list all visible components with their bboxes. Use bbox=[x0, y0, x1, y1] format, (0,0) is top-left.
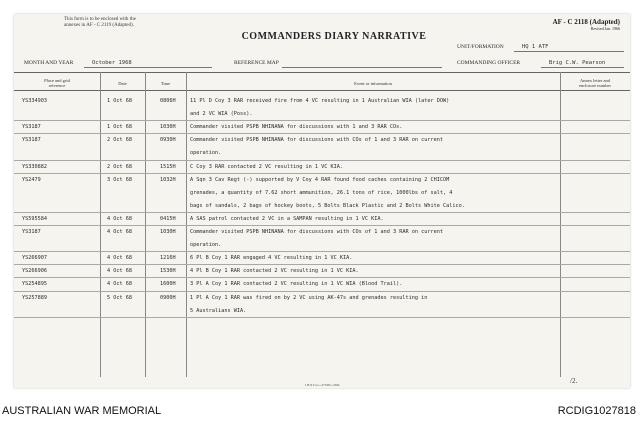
entry-place: YS3187 bbox=[22, 229, 41, 235]
row-rule bbox=[14, 225, 630, 226]
entry-time: 1030H bbox=[160, 229, 176, 235]
form-revised: Revised Jan. 1966 bbox=[590, 26, 620, 31]
entry-time: 0930H bbox=[160, 137, 176, 144]
form-code: AF - C 2118 (Adapted) bbox=[552, 18, 620, 26]
row-rule bbox=[14, 160, 630, 161]
entry-place: YS2479 bbox=[22, 176, 41, 183]
entry-event-line: 5 Australians WIA. bbox=[190, 307, 247, 314]
unit-label: UNIT/FORMATION bbox=[457, 44, 504, 50]
entry-event-line: grenades, a quantity of 7.62 short ammunition, 26.1 tons of rice, 1000lbs of salt, 4 bbox=[190, 189, 453, 196]
row-rule bbox=[14, 212, 630, 213]
entry-place: YS3187 bbox=[22, 124, 41, 131]
printer-line: 1 B P Cov--275/65--50m bbox=[304, 383, 340, 387]
co-underline bbox=[541, 67, 624, 68]
entry-place: YS334903 bbox=[22, 98, 47, 104]
colhead-date: Date bbox=[118, 81, 127, 86]
caption-id: RCDIG1027818 bbox=[557, 405, 636, 417]
entry-date: 4 Oct 68 bbox=[107, 229, 132, 235]
entry-event-line: 1 Pl A Coy 1 RAR was fired on by 2 VC using AK-47s and grenades resulting in bbox=[190, 294, 428, 301]
form-code-block bbox=[553, 18, 620, 31]
entry-date: 1 Oct 68 bbox=[107, 98, 132, 104]
refmap-underline bbox=[282, 67, 442, 68]
entry-date: 1 Oct 68 bbox=[107, 124, 132, 131]
entry-event-line: 11 Pl D Coy 3 RAR received fire from 4 VC resulting in 1 Australian WIA (later DOW) bbox=[190, 98, 450, 104]
colhead-time: Time bbox=[160, 81, 171, 86]
entry-place: YS266907 bbox=[22, 255, 47, 262]
row-rule bbox=[14, 133, 630, 134]
entry-event-line: C Coy 3 RAR contacted 2 VC resulting in 1 VC KIA. bbox=[190, 163, 344, 170]
entry-date: 4 Oct 68 bbox=[107, 281, 132, 288]
form-note-line2: annexes in AF - C 2119 (Adapted). bbox=[64, 23, 134, 28]
colhead-event: Event or information bbox=[354, 81, 392, 86]
entry-event-line: and 2 VC WIA (Poss). bbox=[190, 111, 253, 118]
entry-event-line: Commander visited PSPB NHINANA for discussions with 1 and 3 RAR COs. bbox=[190, 124, 403, 131]
refmap-label: REFERENCE MAP bbox=[234, 60, 279, 66]
entry-event-line: 6 Pl B Coy 1 RAR engaged 4 VC resulting in 1 VC KIA. bbox=[190, 255, 353, 262]
month-label: MONTH AND YEAR bbox=[24, 60, 74, 66]
month-value: October 1968 bbox=[92, 60, 132, 66]
entry-event-line: 4 Pl B Coy 1 RAR contacted 2 VC resulting in 1 VC KIA. bbox=[190, 268, 359, 275]
entry-date: 4 Oct 68 bbox=[107, 215, 132, 222]
entry-place: YS330882 bbox=[22, 163, 47, 170]
page-title: COMMANDERS DIARY NARRATIVE bbox=[241, 31, 427, 42]
page-number-mark: /2. bbox=[570, 377, 578, 385]
entry-place: YS595584 bbox=[22, 215, 47, 222]
entry-place: YS254895 bbox=[22, 281, 47, 288]
entry-event-line: bags of sandals, 2 bags of hockey boots, 5 Bolts Black Plastic and 2 Bolts White Calico. bbox=[190, 202, 465, 209]
entry-event-line: A SAS patrol contacted 2 VC in a SAMPAN resulting in 1 VC KIA. bbox=[190, 215, 384, 222]
entry-time: 1530H bbox=[160, 268, 176, 275]
diary-sheet bbox=[14, 14, 630, 388]
unit-value: HQ 1 ATF bbox=[522, 44, 549, 50]
entry-time: 1515H bbox=[160, 163, 176, 170]
row-rule bbox=[14, 120, 630, 121]
entry-event-line: Commander visited PSPB NHINANA for discussions with COs of 1 and 3 RAR on current bbox=[190, 229, 443, 235]
entry-time: 1600H bbox=[160, 281, 176, 288]
entry-date: 3 Oct 68 bbox=[107, 176, 132, 183]
row-rule bbox=[14, 291, 630, 292]
table-top-rule bbox=[14, 72, 630, 73]
entry-event-line: A Sqn 3 Cav Regt (-) supported by V Coy 4 RAR found food caches containing 2 CHICOM bbox=[190, 176, 450, 183]
entry-event-line: operation. bbox=[190, 242, 222, 249]
table-header-rule bbox=[14, 90, 630, 91]
entry-place: YS257889 bbox=[22, 294, 47, 301]
row-rule bbox=[14, 251, 630, 252]
entry-time: 1032H bbox=[160, 176, 176, 183]
unit-underline bbox=[514, 51, 624, 52]
entry-time: 0900H bbox=[160, 294, 176, 301]
entry-date: 2 Oct 68 bbox=[107, 163, 132, 170]
entry-time: 1216H bbox=[160, 255, 176, 262]
entry-event-line: Commander visited PSPB NHINANA for discussions with COs of 1 and 3 RAR on current bbox=[190, 137, 443, 144]
colhead-annex: Annex letter and enclosure number bbox=[578, 78, 612, 88]
row-rule bbox=[14, 317, 630, 318]
entry-date: 5 Oct 68 bbox=[107, 294, 132, 301]
row-rule bbox=[14, 264, 630, 265]
co-value: Brig C.W. Pearson bbox=[549, 60, 606, 66]
entry-time: 0415H bbox=[160, 215, 176, 222]
caption-source: AUSTRALIAN WAR MEMORIAL bbox=[2, 405, 162, 417]
entry-date: 4 Oct 68 bbox=[107, 268, 132, 275]
colhead-place: Place and grid reference bbox=[44, 78, 70, 88]
entry-time: 1030H bbox=[160, 124, 176, 131]
month-underline bbox=[84, 67, 212, 68]
entry-time: 0806H bbox=[160, 98, 176, 104]
row-rule bbox=[14, 173, 630, 174]
entry-place: YS3187 bbox=[22, 137, 41, 144]
form-note-line1: This form is to be enclosed with the bbox=[64, 17, 136, 22]
entry-event-line: 3 Pl A Coy 1 RAR contacted 2 VC resulting in 1 VC WIA (Blood Trail). bbox=[190, 281, 403, 288]
entry-event-line: operation. bbox=[190, 150, 222, 157]
co-label: COMMANDING OFFICER bbox=[457, 60, 521, 66]
entry-date: 2 Oct 68 bbox=[107, 137, 132, 144]
row-rule bbox=[14, 277, 630, 278]
entry-place: YS266906 bbox=[22, 268, 47, 275]
entry-date: 4 Oct 68 bbox=[107, 255, 132, 262]
